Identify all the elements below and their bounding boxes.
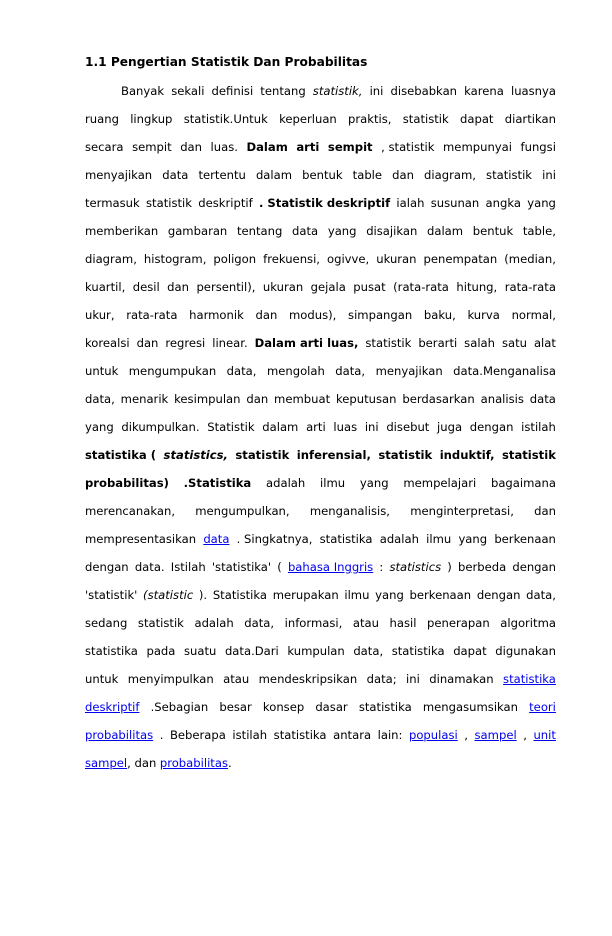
word: ilmu xyxy=(320,476,346,490)
word: ( xyxy=(277,560,282,574)
word: Beberapa xyxy=(169,728,226,742)
word: dengan xyxy=(85,560,129,574)
text-line xyxy=(85,698,556,716)
hyperlink[interactable]: statistika xyxy=(503,672,556,686)
word: dan xyxy=(136,336,159,350)
word: data, xyxy=(85,392,115,406)
word: Statistika xyxy=(212,588,268,602)
word: dapat xyxy=(460,112,494,126)
hyperlink[interactable]: deskriptif xyxy=(85,700,140,714)
word: disebut xyxy=(386,420,430,434)
word: data, xyxy=(335,364,366,378)
word: susunan xyxy=(430,196,480,210)
word: ) xyxy=(447,560,452,574)
text-line xyxy=(85,754,556,772)
word: diagram, xyxy=(85,252,137,266)
word: untuk xyxy=(85,672,119,686)
word: : xyxy=(379,560,384,574)
text-line xyxy=(85,642,556,660)
word: poligon xyxy=(213,252,257,266)
word: lain: xyxy=(377,728,403,742)
word: sempit xyxy=(327,140,373,154)
word: mempelajari xyxy=(403,476,477,490)
word: adalah xyxy=(266,476,306,490)
word: Dalam xyxy=(246,140,288,154)
word: satu xyxy=(501,336,527,350)
word: (rata-rata xyxy=(393,280,449,294)
word: data; xyxy=(366,672,397,686)
word: adalah xyxy=(194,616,234,630)
word: statistik, xyxy=(312,84,363,98)
section-heading: 1.1 Pengertian Statistik Dan Probabilitas xyxy=(85,55,368,69)
word: dasar xyxy=(315,700,348,714)
word: ialah xyxy=(396,196,425,210)
word: frekuensi, xyxy=(263,252,320,266)
word: mengumpulkan, xyxy=(195,504,290,518)
word: , xyxy=(523,728,527,742)
word: statistika xyxy=(358,700,412,714)
word: modus), xyxy=(289,308,337,322)
word: ukur, xyxy=(85,308,115,322)
word: desil xyxy=(132,280,160,294)
word: keperluan xyxy=(279,112,337,126)
word: statistik xyxy=(402,112,449,126)
word: berbeda xyxy=(457,560,507,574)
word: ukuran xyxy=(376,252,417,266)
word: menyimpulkan xyxy=(127,672,214,686)
word: statistik xyxy=(146,196,192,210)
word: menganalisis, xyxy=(309,504,390,518)
word: berdasarkan xyxy=(402,392,475,406)
word: baku, xyxy=(423,308,456,322)
word: ini xyxy=(369,84,384,98)
word: Dalam arti luas, xyxy=(254,336,359,350)
word: adalah xyxy=(379,532,419,546)
text-line xyxy=(85,726,556,744)
word: ruang xyxy=(85,112,119,126)
word: istilah xyxy=(521,420,556,434)
word: mempresentasikan xyxy=(85,532,197,546)
word: membuat xyxy=(274,392,331,406)
word: berkenaan xyxy=(494,532,556,546)
text-line xyxy=(85,110,556,128)
word: menginterpretasi, xyxy=(410,504,514,518)
hyperlink[interactable]: data xyxy=(203,532,230,546)
word: gejala xyxy=(310,280,346,294)
word: disajikan xyxy=(366,224,418,238)
word: termasuk xyxy=(85,196,140,210)
word: bagaimana xyxy=(490,476,556,490)
word: inferensial, xyxy=(296,448,371,462)
text-line xyxy=(85,138,556,156)
word: merupakan xyxy=(272,588,339,602)
word: statistik.Untuk xyxy=(183,112,268,126)
word: pada xyxy=(146,644,176,658)
hyperlink[interactable]: teori xyxy=(529,700,556,714)
word: statistika xyxy=(319,532,373,546)
word: dan xyxy=(180,140,202,154)
word: ini xyxy=(406,672,420,686)
word: yang xyxy=(527,196,556,210)
word: penempatan xyxy=(423,252,498,266)
word: dan xyxy=(167,280,189,294)
word: penerapan xyxy=(427,616,490,630)
word: keputusan xyxy=(335,392,397,406)
word: diartikan xyxy=(504,112,556,126)
word: regresi xyxy=(165,336,206,350)
word: statistics, xyxy=(163,448,228,462)
word: pusat xyxy=(353,280,386,294)
word: dinamakan xyxy=(429,672,494,686)
word: bentuk xyxy=(472,224,514,238)
word: definisi xyxy=(211,84,254,98)
word: disebabkan xyxy=(390,84,458,98)
hyperlink[interactable]: bahasa Inggris xyxy=(287,560,374,574)
word: mengumpukan xyxy=(128,364,217,378)
word: (statistic xyxy=(143,588,194,602)
word: deskriptif xyxy=(198,196,253,210)
word: dan xyxy=(392,168,414,182)
word: ogivve, xyxy=(327,252,370,266)
word: statistik xyxy=(378,448,433,462)
word: korealsi xyxy=(85,336,130,350)
word: data.Menganalisa xyxy=(453,364,556,378)
word: menyajikan xyxy=(85,168,153,182)
word: data, xyxy=(353,644,384,658)
text-line xyxy=(85,278,556,296)
word: data, xyxy=(226,364,257,378)
word: merencanakan, xyxy=(85,504,175,518)
word: ukuran xyxy=(262,280,304,294)
word: angka xyxy=(485,196,521,210)
word: karena xyxy=(464,84,504,98)
word: normal, xyxy=(511,308,556,322)
word: dengan xyxy=(512,560,556,574)
word: menyajikan xyxy=(375,364,443,378)
word: table xyxy=(352,168,383,182)
word: statistika xyxy=(391,644,445,658)
word: . Singkatnya, xyxy=(236,532,313,546)
word: statistik xyxy=(502,448,556,462)
word: atau xyxy=(223,672,250,686)
word: digunakan xyxy=(495,644,556,658)
word: informasi, xyxy=(284,616,343,630)
hyperlink[interactable]: probabilitas xyxy=(85,728,154,742)
word: suatu xyxy=(183,644,217,658)
word: salah xyxy=(464,336,495,350)
word: tentang xyxy=(260,84,306,98)
text-line xyxy=(85,306,556,324)
word: yang xyxy=(375,588,404,602)
text-line xyxy=(85,418,556,436)
text-line xyxy=(85,670,556,688)
text-line xyxy=(85,614,556,632)
word: arti xyxy=(306,420,326,434)
word: rata-rata xyxy=(504,280,556,294)
word: gambaran xyxy=(167,224,228,238)
word: dengan xyxy=(469,420,514,434)
word: dalam xyxy=(255,168,293,182)
word: atau xyxy=(352,616,379,630)
word: 'statistik' xyxy=(85,588,138,602)
word: berarti xyxy=(418,336,458,350)
text-line xyxy=(85,446,556,464)
word: Istilah xyxy=(170,560,206,574)
word: , dan xyxy=(127,756,157,770)
word: sempit xyxy=(132,140,172,154)
word: mengolah xyxy=(266,364,325,378)
word: statistik xyxy=(365,336,412,350)
word: untuk xyxy=(85,364,119,378)
word: statistika xyxy=(85,644,138,658)
word: praktis, xyxy=(348,112,392,126)
word: hitung, xyxy=(456,280,498,294)
word: , statistik xyxy=(381,140,435,154)
word: ini xyxy=(542,168,556,182)
word: kesimpulan xyxy=(174,392,241,406)
word: data, xyxy=(526,588,556,602)
word: dengan xyxy=(476,588,521,602)
word: dikumpulkan. xyxy=(121,420,200,434)
word: yang xyxy=(359,476,389,490)
text-line xyxy=(85,530,556,548)
word: . xyxy=(159,728,164,742)
word: simpangan xyxy=(348,308,413,322)
word: istilah xyxy=(232,728,268,742)
word: kurva xyxy=(467,308,500,322)
word: dan xyxy=(255,308,278,322)
word: yang xyxy=(458,532,488,546)
text-line xyxy=(85,166,556,184)
word: antara xyxy=(333,728,372,742)
word: table, xyxy=(522,224,556,238)
word: . Statistik deskriptif xyxy=(258,196,391,210)
word: .Sebagian xyxy=(150,700,209,714)
word: yang xyxy=(327,224,357,238)
word: kumpulan xyxy=(287,644,345,658)
word: kuartil, xyxy=(85,280,126,294)
word: 'statistika' xyxy=(211,560,272,574)
hyperlink[interactable]: probabilitas xyxy=(159,756,228,770)
word: mempunyai xyxy=(443,140,512,154)
word: menarik xyxy=(120,392,169,406)
word: luas. xyxy=(210,140,238,154)
hyperlink[interactable]: sampel xyxy=(474,728,517,742)
word: tentang xyxy=(236,224,283,238)
word: ini xyxy=(364,420,379,434)
text-line xyxy=(85,558,556,576)
word: alat xyxy=(533,336,556,350)
word: statistik xyxy=(235,448,290,462)
word: ). xyxy=(198,588,208,602)
word: dan xyxy=(534,504,556,518)
word: probabilitas) xyxy=(85,476,169,490)
word: .Statistika xyxy=(183,476,252,490)
word: (median, xyxy=(504,252,556,266)
word: arti xyxy=(296,140,320,154)
word: fungsi xyxy=(520,140,556,154)
hyperlink[interactable]: populasi xyxy=(408,728,458,742)
text-line xyxy=(85,502,556,520)
word: data xyxy=(292,224,319,238)
word: . xyxy=(228,756,232,770)
word: linear. xyxy=(212,336,248,350)
text-line xyxy=(85,390,556,408)
word: data.Dari xyxy=(224,644,279,658)
word: memberikan xyxy=(85,224,159,238)
text-line xyxy=(85,222,556,240)
word: data xyxy=(162,168,189,182)
word: analisis xyxy=(480,392,524,406)
word: induktif, xyxy=(439,448,495,462)
word: ilmu xyxy=(344,588,370,602)
text-line xyxy=(85,362,556,380)
word: harmonik xyxy=(189,308,244,322)
text-line xyxy=(85,586,556,604)
word: mendeskripsikan xyxy=(258,672,358,686)
word: data. xyxy=(134,560,165,574)
word: data xyxy=(529,392,556,406)
word: ilmu xyxy=(426,532,452,546)
word: statistik xyxy=(486,168,533,182)
word: besar xyxy=(219,700,252,714)
word: dapat xyxy=(453,644,487,658)
text-line xyxy=(85,474,556,492)
text-line xyxy=(121,82,556,100)
word: statistika ( xyxy=(85,448,157,462)
word: data, xyxy=(244,616,275,630)
word: berkenaan xyxy=(409,588,472,602)
word: , xyxy=(464,728,468,742)
word: Statistik xyxy=(207,420,255,434)
word: statistika xyxy=(273,728,327,742)
word: statistics xyxy=(389,560,442,574)
word: sedang xyxy=(85,616,128,630)
word: bentuk xyxy=(302,168,343,182)
word: luas xyxy=(333,420,358,434)
word: luasnya xyxy=(510,84,556,98)
word: juga xyxy=(437,420,463,434)
word: tertentu xyxy=(198,168,246,182)
hyperlink[interactable]: unit xyxy=(533,728,556,742)
word: yang xyxy=(85,420,114,434)
hyperlink[interactable]: sampel xyxy=(85,756,128,770)
word: statistik xyxy=(137,616,184,630)
word: dalam xyxy=(262,420,299,434)
word: hasil xyxy=(389,616,417,630)
word: dalam xyxy=(427,224,464,238)
word: diagram, xyxy=(424,168,476,182)
word: rata-rata xyxy=(126,308,178,322)
word: algoritma xyxy=(500,616,556,630)
text-line xyxy=(85,194,556,212)
text-line xyxy=(85,250,556,268)
word: persentil), xyxy=(196,280,256,294)
word: sekali xyxy=(171,84,205,98)
word: dan xyxy=(246,392,269,406)
word: histogram, xyxy=(143,252,207,266)
text-line xyxy=(85,334,556,352)
word: mengasumsikan xyxy=(422,700,519,714)
word: konsep xyxy=(262,700,305,714)
word: lingkup xyxy=(130,112,173,126)
word: Banyak xyxy=(121,84,165,98)
word: secara xyxy=(85,140,124,154)
